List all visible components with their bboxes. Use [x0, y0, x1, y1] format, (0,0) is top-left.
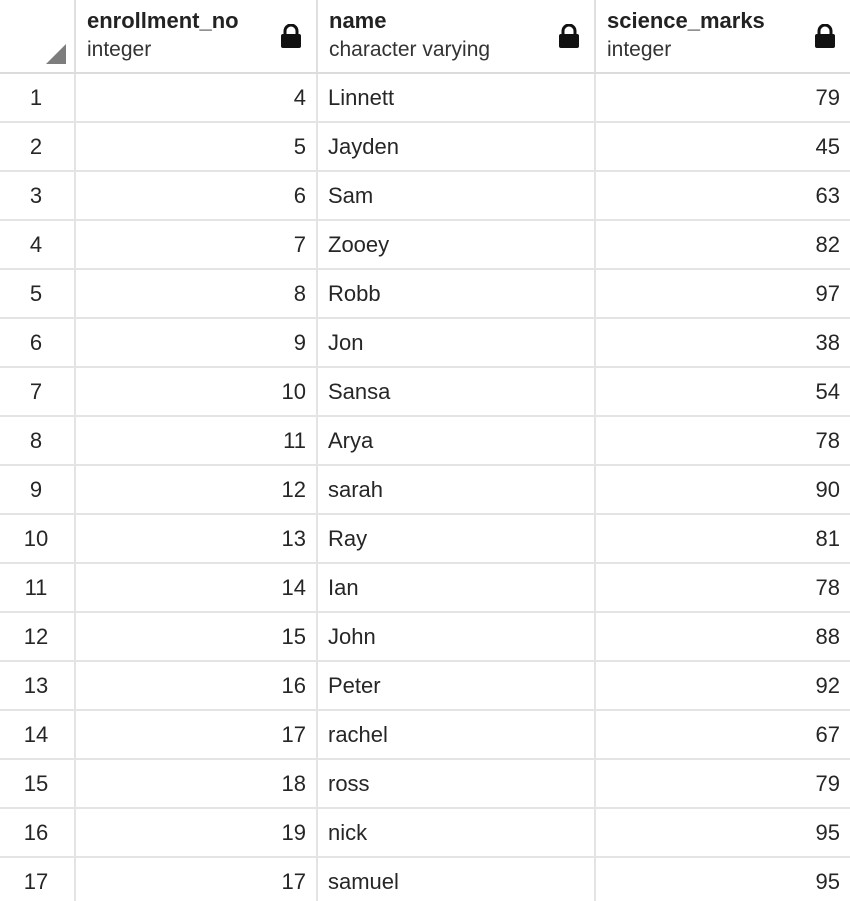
cell-name[interactable]: Jayden — [318, 123, 596, 170]
column-header-science-marks[interactable] — [596, 0, 850, 72]
cell-enrollment-no[interactable]: 16 — [76, 662, 318, 709]
cell-science-marks[interactable]: 88 — [815, 624, 840, 649]
column-type: integer — [87, 38, 152, 61]
table-row[interactable] — [0, 368, 850, 417]
cell-name[interactable]: John — [318, 613, 596, 660]
row-number[interactable]: 5 — [0, 270, 76, 317]
cell-name[interactable]: Ian — [318, 564, 596, 611]
row-number[interactable]: 17 — [0, 858, 76, 901]
cell-name[interactable]: Sam — [318, 172, 596, 219]
cell-science-marks[interactable]: 67 — [815, 722, 840, 747]
cell-science-marks[interactable]: 81 — [815, 526, 840, 551]
cell-science-marks[interactable]: 95 — [815, 869, 840, 894]
cell-enrollment-no[interactable]: 9 — [76, 319, 318, 366]
cell-name[interactable]: Robb — [318, 270, 596, 317]
cell-name[interactable]: Linnett — [318, 74, 596, 121]
table-row[interactable] — [0, 221, 850, 270]
cell-enrollment-no[interactable]: 17 — [76, 711, 318, 758]
cell-enrollment-no[interactable]: 4 — [76, 74, 318, 121]
row-number[interactable]: 9 — [0, 466, 76, 513]
lock-icon — [814, 24, 836, 48]
table-row[interactable] — [0, 760, 850, 809]
column-name: enrollment_no — [87, 8, 239, 33]
table-row[interactable] — [0, 270, 850, 319]
row-number[interactable]: 13 — [0, 662, 76, 709]
cell-science-marks[interactable]: 63 — [815, 183, 840, 208]
row-number[interactable]: 7 — [0, 368, 76, 415]
lock-icon — [280, 24, 302, 48]
cell-science-marks[interactable]: 78 — [815, 575, 840, 600]
table-row[interactable] — [0, 858, 850, 901]
row-number[interactable]: 10 — [0, 515, 76, 562]
table-row[interactable] — [0, 123, 850, 172]
row-number[interactable]: 11 — [0, 564, 76, 611]
cell-enrollment-no[interactable]: 15 — [76, 613, 318, 660]
table-row[interactable] — [0, 319, 850, 368]
cell-name[interactable]: ross — [318, 760, 596, 807]
table-row[interactable] — [0, 711, 850, 760]
cell-science-marks[interactable]: 54 — [815, 379, 840, 404]
column-name: name — [329, 8, 387, 33]
cell-science-marks[interactable]: 79 — [815, 85, 840, 110]
row-number[interactable]: 8 — [0, 417, 76, 464]
cell-science-marks[interactable]: 90 — [815, 477, 840, 502]
cell-name[interactable]: Zooey — [318, 221, 596, 268]
cell-science-marks[interactable]: 45 — [815, 134, 840, 159]
row-number[interactable]: 1 — [0, 74, 76, 121]
cell-enrollment-no[interactable]: 18 — [76, 760, 318, 807]
cell-science-marks[interactable]: 92 — [815, 673, 840, 698]
table-row[interactable] — [0, 466, 850, 515]
cell-name[interactable]: sarah — [318, 466, 596, 513]
table-row[interactable] — [0, 662, 850, 711]
table-row[interactable] — [0, 515, 850, 564]
cell-science-marks[interactable]: 38 — [815, 330, 840, 355]
column-header-enrollment-no[interactable] — [76, 0, 318, 72]
cell-science-marks[interactable]: 97 — [815, 281, 840, 306]
row-number[interactable]: 6 — [0, 319, 76, 366]
row-number[interactable]: 14 — [0, 711, 76, 758]
cell-name[interactable]: Ray — [318, 515, 596, 562]
cell-enrollment-no[interactable]: 10 — [76, 368, 318, 415]
cell-enrollment-no[interactable]: 6 — [76, 172, 318, 219]
select-all-triangle-icon — [46, 44, 66, 64]
cell-enrollment-no[interactable]: 13 — [76, 515, 318, 562]
row-number[interactable]: 12 — [0, 613, 76, 660]
cell-science-marks[interactable]: 82 — [815, 232, 840, 257]
table-row[interactable] — [0, 417, 850, 466]
cell-enrollment-no[interactable]: 5 — [76, 123, 318, 170]
column-header-name[interactable] — [318, 0, 596, 72]
cell-name[interactable]: nick — [318, 809, 596, 856]
table-row[interactable] — [0, 613, 850, 662]
cell-name[interactable]: Arya — [318, 417, 596, 464]
cell-enrollment-no[interactable]: 19 — [76, 809, 318, 856]
cell-science-marks[interactable]: 95 — [815, 820, 840, 845]
table-row[interactable] — [0, 809, 850, 858]
cell-name[interactable]: Jon — [318, 319, 596, 366]
row-number[interactable]: 15 — [0, 760, 76, 807]
cell-name[interactable]: Peter — [318, 662, 596, 709]
cell-science-marks[interactable]: 78 — [815, 428, 840, 453]
row-number[interactable]: 16 — [0, 809, 76, 856]
table-row[interactable] — [0, 564, 850, 613]
cell-name[interactable]: samuel — [318, 858, 596, 901]
cell-enrollment-no[interactable]: 8 — [76, 270, 318, 317]
row-number[interactable]: 2 — [0, 123, 76, 170]
column-type: integer — [607, 38, 672, 61]
cell-enrollment-no[interactable]: 11 — [76, 417, 318, 464]
table-row[interactable] — [0, 74, 850, 123]
grid-header — [0, 0, 850, 74]
cell-enrollment-no[interactable]: 17 — [76, 858, 318, 901]
column-type: character varying — [329, 38, 491, 61]
column-name: science_marks — [607, 8, 765, 33]
row-number[interactable]: 4 — [0, 221, 76, 268]
cell-enrollment-no[interactable]: 12 — [76, 466, 318, 513]
grid-body — [0, 74, 850, 901]
cell-enrollment-no[interactable]: 7 — [76, 221, 318, 268]
cell-name[interactable]: Sansa — [318, 368, 596, 415]
select-all-corner[interactable] — [0, 0, 76, 72]
row-number[interactable]: 3 — [0, 172, 76, 219]
cell-science-marks[interactable]: 79 — [815, 771, 840, 796]
cell-name[interactable]: rachel — [318, 711, 596, 758]
table-row[interactable] — [0, 172, 850, 221]
lock-icon — [558, 24, 580, 48]
cell-enrollment-no[interactable]: 14 — [76, 564, 318, 611]
